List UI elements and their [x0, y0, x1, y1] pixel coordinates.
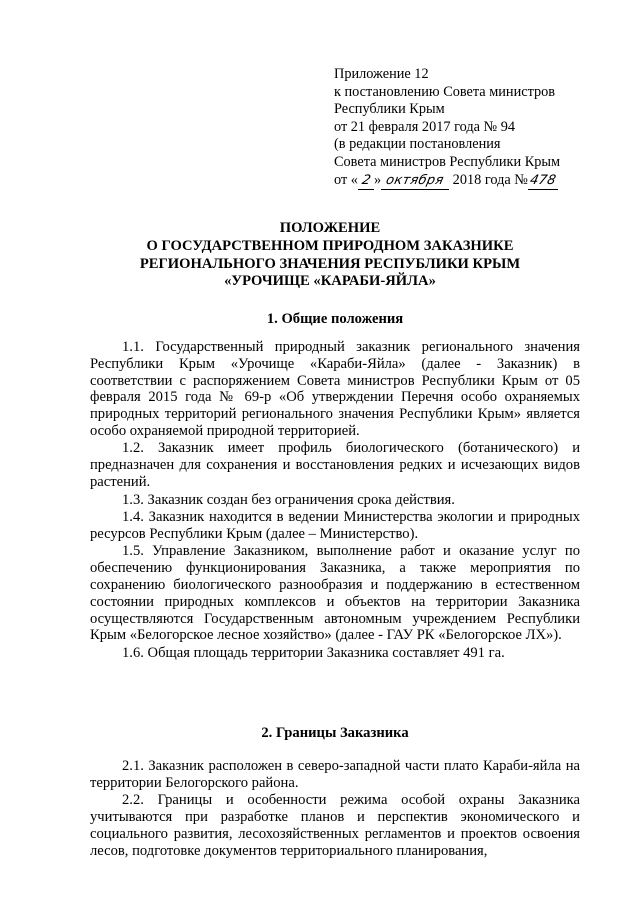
section-1-body [90, 339, 580, 662]
date-year: 2018 года № [452, 171, 528, 188]
paragraph-2-2: 2.2. Границы и особенности режима особой охраны Заказника учитываются при разработке планов и перспектив экономического и социального развития, лесохозяйственных регламентов и проектов освоения лесов, подготовке документов территориального планирования, [90, 792, 580, 859]
handwritten-day: 2 [358, 172, 374, 191]
paragraph-1-2: 1.2. Заказник имеет профиль биологического (ботанического) и предназначен для сохранения и восстановления редких и исчезающих видов растений. [90, 440, 580, 491]
title-line-1: ПОЛОЖЕНИЕ [279, 220, 381, 236]
paragraph-1-4: 1.4. Заказник находится в ведении Министерства экологии и природных ресурсов Республики Крым (далее – Министерство). [90, 509, 580, 542]
title-line-3: РЕГИОНАЛЬНОГО ЗНАЧЕНИЯ РЕСПУБЛИКИ КРЫМ [139, 255, 521, 272]
appendix-line-1: Приложение 12 [334, 66, 429, 82]
document-title [100, 220, 560, 291]
appendix-block [334, 66, 624, 190]
paragraph-1-5: 1.5. Управление Заказником, выполнение работ и оказание услуг по обеспечению функционирования Заказника, а также мероприятия по сохранению биологического разнообразия и поддержанию в естественном состоянии природных комплексов и объектов на территории Заказника осуществляются Государственным автономным учреждением Республики Крым «Белогорское лесное хозяйство» (далее - ГАУ РК «Белогорское ЛХ»). [90, 543, 580, 644]
appendix-date-line [334, 172, 624, 191]
paragraph-2-1: 2.1. Заказник расположен в северо-западной части плато Караби-яйла на территории Белогорского района. [90, 758, 580, 791]
paragraph-1-6: 1.6. Общая площадь территории Заказника составляет 491 га. [122, 644, 505, 661]
handwritten-doc-number: 478 [528, 172, 558, 191]
appendix-line-3: Республики Крым [334, 101, 445, 118]
paragraph-1-3: 1.3. Заказник создан без ограничения срока действия. [122, 491, 455, 508]
date-prefix: от « [334, 171, 358, 188]
section-2-heading: 2. Границы Заказника [261, 725, 409, 741]
section-1-heading: 1. Общие положения [266, 311, 404, 327]
date-mid: » [373, 171, 382, 188]
appendix-line-4: от 21 февраля 2017 года № 94 [334, 118, 516, 135]
appendix-line-2: к постановлению Совета министров [334, 83, 556, 100]
paragraph-1-1: 1.1. Государственный природный заказник регионального значения Республики Крым «Урочище «Караби-Яйла» (далее - Заказник) в соответствии с распоряжением Совета министров Республики Крым от 05 февраля 2015 года № 69-р «Об утверждении Перечня особо охраняемых природных территорий регионального значения Республики Крым» является особо охраняемой природной территорией. [90, 339, 580, 439]
title-line-4: «УРОЧИЩЕ «КАРАБИ-ЯЙЛА» [224, 273, 436, 290]
section-2-body [90, 758, 580, 859]
title-line-2: О ГОСУДАРСТВЕННОМ ПРИРОДНОМ ЗАКАЗНИКЕ [146, 237, 514, 254]
handwritten-month: октября [381, 172, 449, 191]
appendix-line-6: Совета министров Республики Крым [334, 153, 561, 170]
appendix-line-5: (в редакции постановления [334, 136, 501, 153]
